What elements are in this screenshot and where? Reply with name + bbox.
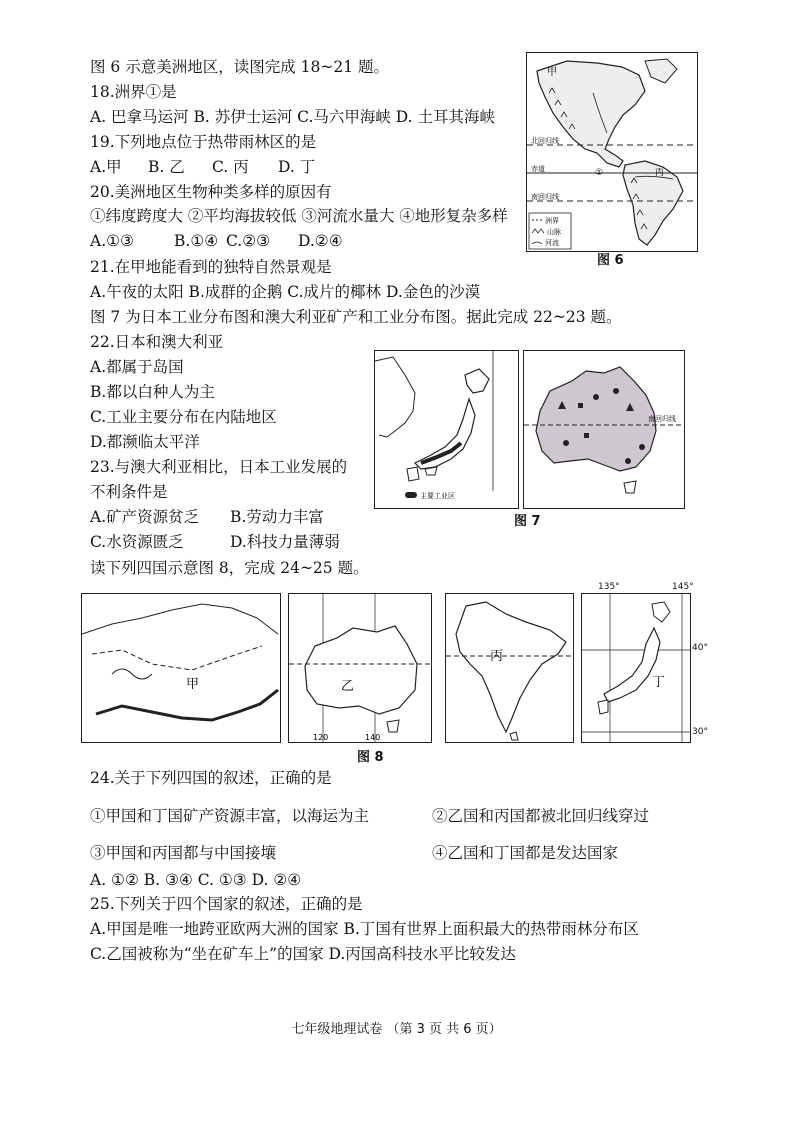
intro-fig8: 读下列四国示意图 8，完成 24~25 题。 (90, 559, 369, 577)
question-24-statement-3: ③甲国和丙国都与中国接壤 (90, 844, 277, 862)
question-21-options: A.午夜的太阳 B.成群的企鹅 C.成片的椰林 D.金色的沙漠 (90, 283, 481, 301)
intro-fig6: 图 6 示意美洲地区，读图完成 18~21 题。 (90, 58, 390, 76)
question-19: 19.下列地点位于热带雨林区的是 (90, 133, 317, 151)
option-d: D.②④ (298, 232, 343, 250)
question-23-options-1 (90, 507, 324, 527)
legend-boundary: 洲界 (545, 217, 559, 225)
question-22: 22.日本和澳大利亚 (90, 333, 224, 351)
question-18: 18.洲界①是 (90, 83, 177, 101)
question-19-options (90, 157, 315, 177)
option-c: C. 丙 (212, 158, 249, 176)
question-18-options: A. 巴拿马运河 B. 苏伊士运河 C.马六甲海峡 D. 土耳其海峡 (90, 108, 496, 126)
legend-industry-swatch (405, 492, 417, 498)
fig7-australia-map (523, 350, 685, 509)
legend-mountain: 山脉 (547, 228, 561, 236)
lat-30: 30° (692, 727, 708, 737)
question-22-option-c: C.工业主要分布在内陆地区 (90, 408, 277, 426)
label-south-tropic: 南回归线 (531, 193, 559, 201)
option-a: A.矿产资源贫乏 (90, 508, 200, 526)
question-22-option-d: D.都濒临太平洋 (90, 433, 200, 451)
lon-145: 145° (672, 582, 694, 592)
question-20-statements: ①纬度跨度大 ②平均海拔较低 ③河流水量大 ④地形复杂多样 (90, 207, 508, 225)
option-d: D.科技力量薄弱 (230, 533, 340, 551)
question-24-statement-1: ①甲国和丁国矿产资源丰富，以海运为主 (90, 807, 370, 825)
label-north-tropic: 北回归线 (531, 137, 559, 145)
question-23-cont: 不利条件是 (90, 483, 168, 501)
option-a: A.甲 (90, 158, 122, 176)
label-tropic: 南回归线 (648, 415, 676, 423)
question-22-option-a: A.都属于岛国 (90, 358, 184, 376)
question-24-statement-4: ④乙国和丁国都是发达国家 (432, 844, 619, 862)
lon-135: 135° (598, 582, 620, 592)
option-b: B. 乙 (148, 158, 185, 176)
lon-140: 140 (365, 733, 381, 742)
fig7-japan-map (374, 350, 519, 509)
label-yi: 乙 (341, 679, 355, 694)
label-ding: 丁 (652, 675, 666, 690)
option-b: B.①④ (174, 232, 219, 250)
lon-120: 120 (313, 733, 329, 742)
question-20-options (90, 231, 343, 251)
label-circle-1: ① (595, 168, 604, 178)
intro-fig7: 图 7 为日本工业分布图和澳大利亚矿产和工业分布图。据此完成 22~23 题。 (90, 308, 622, 326)
question-23: 23.与澳大利亚相比，日本工业发展的 (90, 458, 348, 476)
option-c: C.②③ (226, 232, 271, 250)
question-20: 20.美洲地区生物种类多样的原因有 (90, 183, 332, 201)
label-jia: 甲 (547, 67, 557, 78)
question-24: 24.关于下列四国的叙述，正确的是 (90, 769, 332, 787)
question-21: 21.在甲地能看到的独特自然景观是 (90, 258, 332, 276)
question-25-options-1: A.甲国是唯一地跨亚欧两大洲的国家 B.丁国有世界上面积最大的热带雨林分布区 (90, 920, 639, 938)
question-25: 25.下列关于四个国家的叙述，正确的是 (90, 895, 363, 913)
label-bing: 丙 (655, 168, 665, 178)
question-22-option-b: B.都以白种人为主 (90, 383, 215, 401)
question-23-options-2 (90, 532, 340, 552)
question-24-options: A. ①② B. ③④ C. ①③ D. ②④ (90, 871, 302, 889)
option-c: C.水资源匮乏 (90, 533, 184, 551)
fig8-map-jia (81, 593, 281, 743)
fig6-americas-map (526, 52, 698, 252)
fig7-caption: 图 7 (514, 514, 541, 529)
option-b: B.劳动力丰富 (230, 508, 324, 526)
label-bing: 丙 (490, 649, 504, 664)
label-equator: 赤道 (531, 165, 545, 173)
legend-river: 河流 (545, 239, 559, 247)
question-25-options-2: C.乙国被称为“坐在矿车上”的国家 D.丙国高科技水平比较发达 (90, 945, 516, 963)
fig8-caption: 图 8 (357, 750, 384, 765)
option-d: D. 丁 (278, 158, 316, 176)
fig8-map-bing (445, 593, 574, 743)
page-footer: 七年级地理试卷 （第 3 页 共 6 页） (291, 1022, 502, 1037)
question-24-statement-2: ②乙国和丙国都被北回归线穿过 (432, 807, 650, 825)
lat-40: 40° (692, 643, 708, 653)
fig6-caption: 图 6 (597, 253, 624, 268)
label-jia: 甲 (186, 677, 200, 692)
legend-industry: 主要工业区 (420, 492, 455, 500)
fig8-map-yi (288, 593, 432, 743)
fig8-map-ding (581, 593, 691, 743)
option-a: A.①③ (90, 232, 134, 250)
